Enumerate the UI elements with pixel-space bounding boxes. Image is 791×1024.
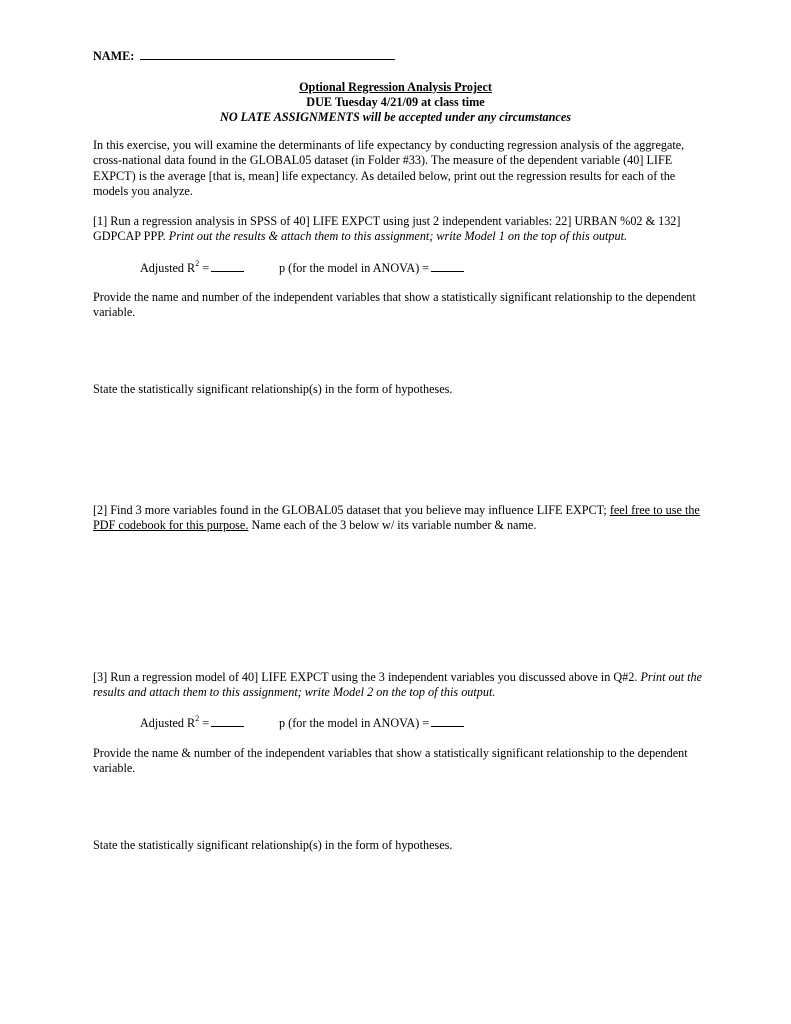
q1-p-label: p (for the model in ANOVA) = — [279, 261, 430, 275]
q1-adjusted-r2 — [140, 260, 244, 276]
q1-instructions: Print out the results & attach them to this assignment; write Model 1 on the top of this output. — [168, 229, 628, 244]
q3-p-value — [279, 715, 464, 731]
q1-adj-blank — [211, 260, 244, 272]
q3-state: State the statistically significant relationship(s) in the form of hypotheses. — [93, 838, 453, 852]
q3-adj-label: Adjusted R — [140, 716, 196, 730]
q2-text: [2] Find 3 more variables found in the GLOBAL05 dataset that you believe may influence LIFE EXPCT; — [93, 503, 607, 517]
q3-adjusted-r2 — [140, 715, 244, 731]
q3-p-blank — [431, 715, 464, 727]
q1-state: State the statistically significant relationship(s) in the form of hypotheses. — [93, 382, 453, 396]
q3-paragraph — [93, 670, 708, 701]
q2-paragraph — [93, 503, 708, 534]
q1-p-blank — [431, 260, 464, 272]
intro-paragraph: In this exercise, you will examine the determinants of life expectancy by conducting regression analysis of the aggregate, cross-national data found in the GLOBAL05 dataset (in Folder #33). The measure of the dependent variable (40] LIFE EXPCT) is the average [that is, mean] life expectancy. As detailed below, print out the regression results for each of the models you analyze. — [93, 138, 685, 198]
due-date: DUE Tuesday 4/21/09 at class time — [306, 95, 485, 109]
q3-p-label: p (for the model in ANOVA) = — [279, 716, 430, 730]
q3-text: [3] Run a regression model of 40] LIFE EXPCT using the 3 independent variables you discussed above in Q#2. — [93, 670, 638, 684]
late-policy: NO LATE ASSIGNMENTS will be accepted under any circumstances — [220, 110, 571, 124]
q3-provide: Provide the name & number of the independent variables that show a statistically significant relationship to the dependent variable. — [93, 746, 688, 776]
q2-underlined: feel free to use the PDF codebook for this purpose. — [93, 503, 700, 533]
q3-adj-sup: 2 — [195, 713, 200, 723]
name-row — [93, 47, 395, 64]
q1-text: [1] Run a regression analysis in SPSS of 40] LIFE EXPCT using just 2 independent variables: 22] URBAN %02 & 132] GDPCAP PPP. — [93, 214, 681, 244]
q3-adj-eq: = — [202, 716, 210, 730]
q3-adj-blank — [211, 715, 244, 727]
q1-adj-sup: 2 — [195, 258, 200, 268]
name-blank-line — [140, 47, 395, 60]
doc-title: Optional Regression Analysis Project — [299, 80, 492, 94]
q1-p-value — [279, 260, 464, 276]
name-label: NAME: — [93, 49, 135, 63]
q1-adj-label: Adjusted R — [140, 261, 196, 275]
q3-instructions: Print out the results and attach them to this assignment; write Model 2 on the top of this output. — [93, 670, 703, 700]
q1-provide: Provide the name and number of the independent variables that show a statistically significant relationship to the dependent variable. — [93, 290, 696, 320]
q1-paragraph — [93, 214, 708, 245]
q2-rest: Name each of the 3 below w/ its variable number & name. — [251, 518, 537, 533]
q1-adj-eq: = — [202, 261, 210, 275]
